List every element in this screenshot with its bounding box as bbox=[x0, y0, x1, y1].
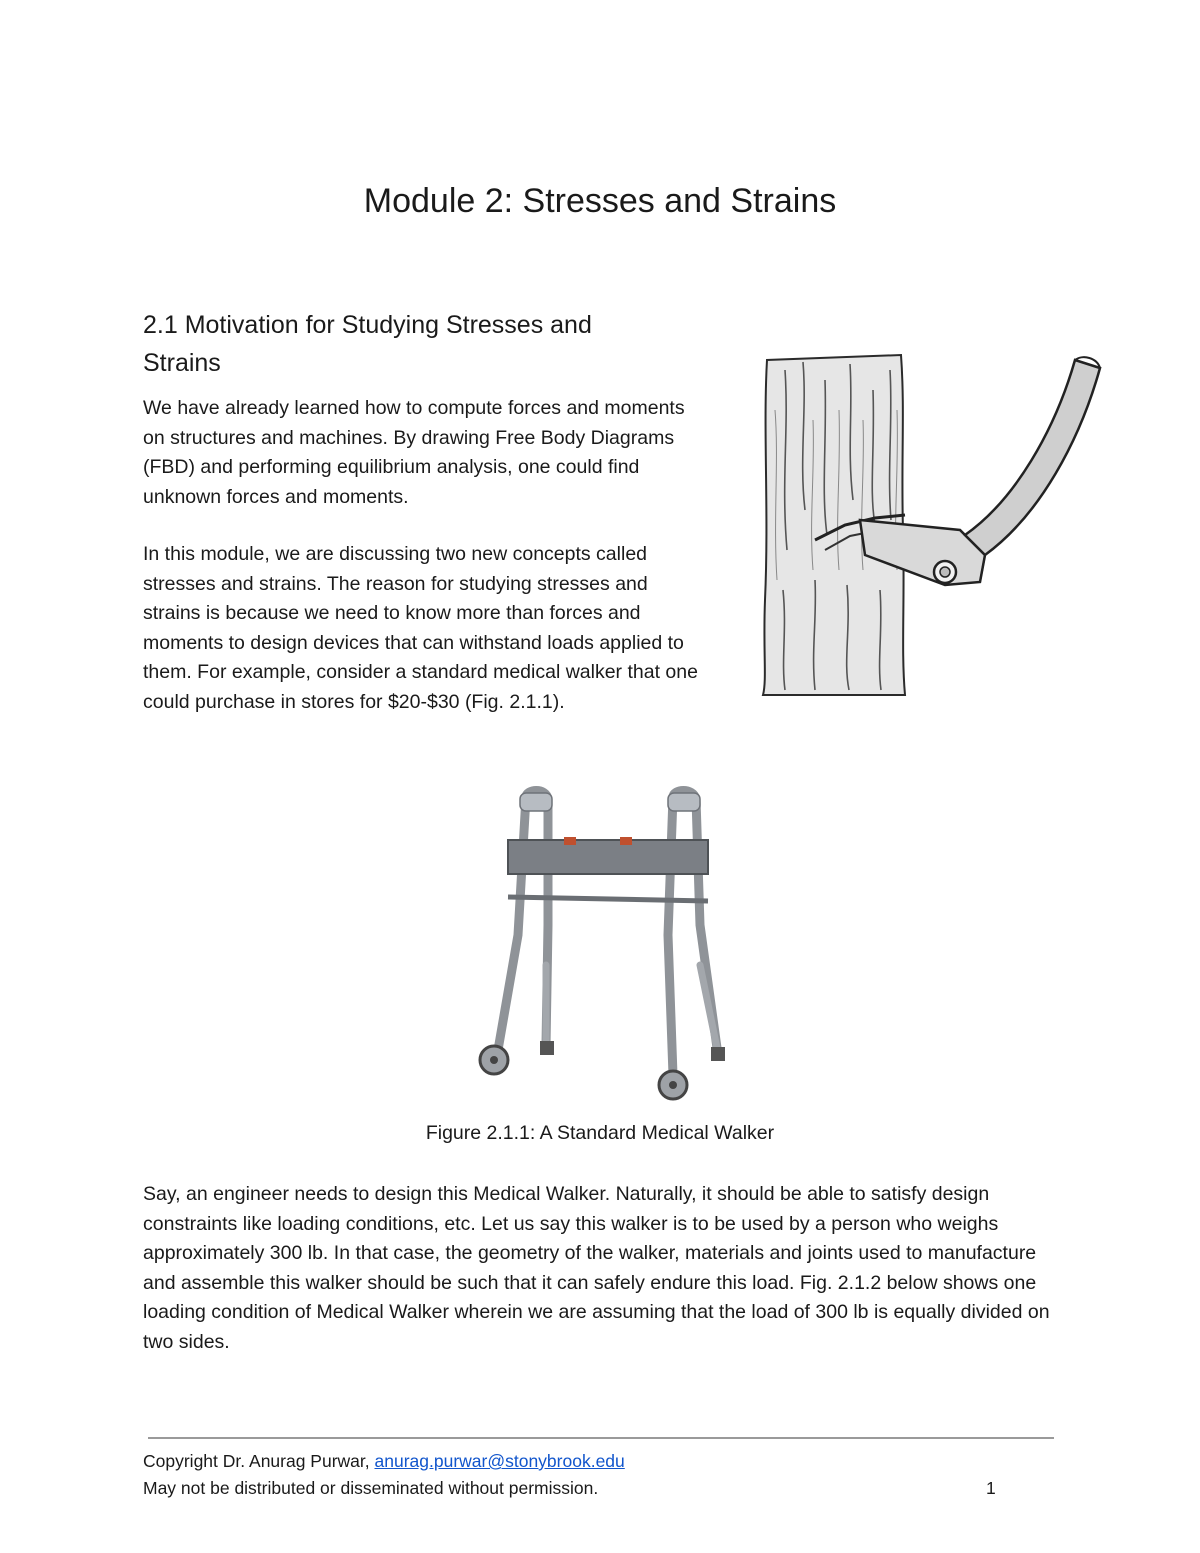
tree-lever-illustration bbox=[755, 350, 1105, 710]
paragraph-design: Say, an engineer needs to design this Medical Walker. Naturally, it should be able to satisfy design constraints like loading conditions, etc. Let us say this walker is to be used by a person who weighs approximately 300 lb. In that case, the geometry of the walker, materials and joints used to manufacture and assemble this walker should be such that it can safely endure this load. Fig. 2.1.2 below shows one loading condition of Medical Walker wherein we are assuming that the load of 300 lb is equally divided on two sides. bbox=[143, 1183, 1050, 1353]
paragraph-motivation: In this module, we are discussing two new concepts called stresses and strains. The reason for studying stresses and strains is because we need to know more than forces and moments to design devices that can withstand loads applied to them. For example, consider a standard medical walker that one could purchase in stores for $20-$30 (Fig. 2.1.1). bbox=[143, 543, 698, 713]
medical-walker-image bbox=[468, 785, 728, 1115]
email-link[interactable]: anurag.purwar@stonybrook.edu bbox=[374, 1451, 625, 1471]
footer-copyright bbox=[143, 1449, 625, 1473]
paragraph-intro: We have already learned how to compute forces and moments on structures and machines. By drawing Free Body Diagrams (FBD) and performing equilibrium analysis, one could find unknown forces and moments. bbox=[143, 397, 685, 508]
page-number: 1 bbox=[986, 1478, 996, 1498]
figure-caption: Figure 2.1.1: A Standard Medical Walker bbox=[425, 1122, 775, 1144]
footer-divider bbox=[148, 1437, 1054, 1439]
copyright-text: Copyright Dr. Anurag Purwar, bbox=[143, 1451, 375, 1471]
page-title: Module 2: Stresses and Strains bbox=[363, 182, 837, 220]
section-heading: 2.1 Motivation for Studying Stresses and Strains bbox=[143, 311, 592, 377]
footer-notice: May not be distributed or disseminated without permission. bbox=[143, 1478, 599, 1498]
